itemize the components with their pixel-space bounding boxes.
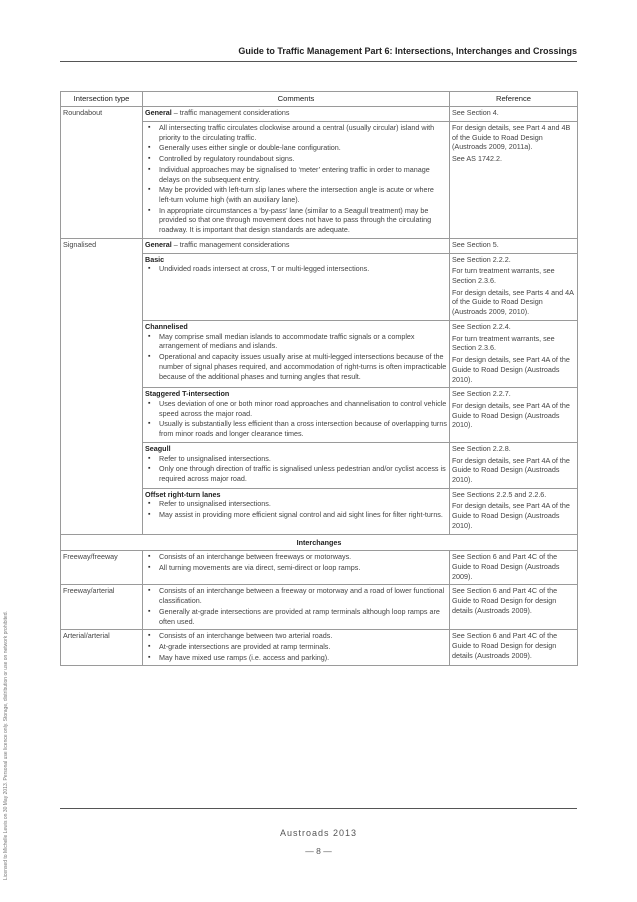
comments-cell [143, 585, 450, 630]
reference-text: For turn treatment warrants, see Section 2.3.6. [452, 333, 555, 353]
table-header-row [61, 92, 578, 107]
bullet-list [145, 399, 447, 439]
footer-rule [60, 808, 577, 809]
bullet-item: ▪ Undivided roads intersect at cross, T or multi-legged intersections. [145, 264, 447, 274]
comments-cell [143, 488, 450, 534]
reference-text: See Section 2.2.4. [452, 321, 511, 331]
column-header: Intersection type [61, 92, 143, 107]
bullet-list [145, 499, 447, 519]
bullet-item: ▪ All turning movements are via direct, semi-direct or loop ramps. [145, 563, 447, 573]
table-row [61, 585, 578, 630]
sub-type-title: General [145, 239, 172, 249]
comments-cell [143, 107, 450, 122]
bullet-item: ▪ May be provided with left-turn slip lanes where the intersection angle is acute or where left-turn volume high (with an auxiliary lane). [145, 185, 447, 204]
bullet-item: ▪ Refer to unsignalised intersections. [145, 499, 447, 509]
bullet-list [145, 264, 447, 274]
reference-text: See AS 1742.2. [452, 154, 502, 164]
reference-cell [450, 121, 578, 238]
section-heading: Interchanges [61, 534, 578, 551]
page-number: — 8 — [305, 846, 332, 856]
comments-cell [143, 442, 450, 488]
bullet-item: ▪ May assist in providing more efficient signal control and aid sight lines for filter right-turns. [145, 510, 447, 520]
bullet-item: ▪ Only one through direction of traffic is signalised unless pedestrian and/or cyclist access is required across major road. [145, 464, 447, 483]
sub-type-suffix: – traffic management considerations [171, 108, 290, 118]
bullet-item: ▪ Individual approaches may be signalised to ‘meter’ entering traffic in order to manage delays on the subsequent entry. [145, 165, 447, 184]
reference-cell [450, 253, 578, 320]
reference-text: See Section 6 and Part 4C of the Guide to Road Design (Austroads 2009). [452, 552, 560, 581]
reference-text: For turn treatment warrants, see Section 2.3.6. [452, 266, 555, 286]
bullet-item: ▪ All intersecting traffic circulates clockwise around a central (usually circular) island with priority to the circulating traffic. [145, 123, 447, 142]
reference-text: For design details, see Parts 4 and 4A of the Guide to Road Design (Austroads 2009, 2010). [452, 287, 574, 317]
bullet-item: ▪ May comprise small median islands to accommodate traffic signals or a complex arrangement of medians and islands. [145, 332, 447, 351]
bullet-item: ▪ Controlled by regulatory roundabout signs. [145, 154, 447, 164]
reference-text: See Section 4. [452, 108, 499, 118]
comments-cell [143, 630, 450, 666]
reference-text: For design details, see Part 4 and 4B of the Guide to Road Design (Austroads 2009, 2011a). [452, 122, 571, 152]
bullet-item: ▪ Consists of an interchange between two arterial roads. [145, 631, 447, 641]
bullet-item: ▪ Generally uses either single or double-lane configuration. [145, 143, 447, 153]
bullet-list [145, 552, 447, 572]
reference-text: See Section 6 and Part 4C of the Guide to Road Design for design details (Austroads 2009). [452, 631, 558, 660]
sub-type-title: General [145, 108, 172, 118]
intersection-type-cell: Signalised [61, 238, 143, 534]
bullet-item: ▪ Generally at-grade intersections are provided at ramp terminals although loop ramps are often used. [145, 607, 447, 626]
header-rule [60, 61, 577, 62]
footer-organisation: Austroads 2013 [279, 828, 358, 838]
bullet-list [145, 123, 447, 235]
sub-type-title: Basic [145, 254, 165, 264]
reference-text: For design details, see Part 4A of the Guide to Road Design (Austroads 2010). [452, 355, 570, 384]
column-header: Comments [143, 92, 450, 107]
comments-cell [143, 121, 450, 238]
sub-type-title: Offset right-turn lanes [145, 489, 221, 499]
intersection-types-table [60, 91, 578, 666]
sub-type-title: Staggered T-intersection [145, 389, 230, 399]
reference-cell [450, 442, 578, 488]
bullet-list [145, 454, 447, 484]
bullet-item: ▪ Usually is substantially less efficient than a cross intersection because of overlapping turns from minor roads and longer clearance times. [145, 419, 447, 438]
reference-cell [450, 388, 578, 443]
table-row [61, 107, 578, 122]
bullet-item: ▪ Consists of an interchange between a freeway or motorway and a road of lower functional classification. [145, 586, 447, 605]
sub-type-title: Channelised [145, 321, 188, 331]
intersection-type-cell: Freeway/freeway [61, 551, 143, 585]
reference-cell [450, 107, 578, 122]
reference-text: See Sections 2.2.5 and 2.2.6. [452, 489, 547, 499]
comments-cell [143, 253, 450, 320]
licence-note: Licensed to Michelle Lewis on 30 May 2013. Personal use licence only. Storage, distribution or use on network prohibited. [3, 611, 9, 880]
intersection-type-cell: Freeway/arterial [61, 585, 143, 630]
reference-cell [450, 238, 578, 253]
reference-cell [450, 551, 578, 585]
bullet-item: ▪ Refer to unsignalised intersections. [145, 454, 447, 464]
bullet-list [145, 332, 447, 382]
reference-text: See Section 2.2.7. [452, 389, 511, 399]
comments-cell [143, 320, 450, 387]
table-row [61, 238, 578, 253]
reference-cell [450, 585, 578, 630]
bullet-item: ▪ Consists of an interchange between freeways or motorways. [145, 552, 447, 562]
reference-text: See Section 5. [452, 239, 499, 249]
bullet-item: ▪ In appropriate circumstances a ‘by-pass’ lane (similar to a Seagull treatment) may be provided so that one through movement does not have to pass through the circulating roadway. It is important that design standards are adequate. [145, 206, 447, 235]
reference-text: See Section 2.2.2. [452, 254, 511, 264]
table-row [61, 551, 578, 585]
reference-text: See Section 2.2.8. [452, 443, 511, 453]
reference-cell [450, 320, 578, 387]
bullet-list [145, 586, 447, 626]
comments-cell [143, 551, 450, 585]
intersection-type-cell: Roundabout [61, 107, 143, 239]
reference-text: For design details, see Part 4A of the Guide to Road Design (Austroads 2010). [452, 501, 570, 530]
bullet-item: ▪ At-grade intersections are provided at ramp terminals. [145, 642, 447, 652]
running-header: Guide to Traffic Management Part 6: Intersections, Interchanges and Crossings [238, 46, 577, 56]
reference-text: For design details, see Part 4A of the Guide to Road Design (Austroads 2010). [452, 400, 570, 430]
bullet-list [145, 631, 447, 662]
interchanges-section-row [61, 534, 578, 551]
reference-cell [450, 630, 578, 666]
reference-text: For design details, see Part 4A of the Guide to Road Design (Austroads 2010). [452, 455, 570, 484]
bullet-item: ▪ Uses deviation of one or both minor road approaches and channelisation to control vehicle speed across the major road. [145, 399, 447, 418]
comments-cell [143, 388, 450, 443]
intersection-type-cell: Arterial/arterial [61, 630, 143, 666]
bullet-item: ▪ May have mixed use ramps (i.e. access and parking). [145, 653, 447, 663]
comments-cell [143, 238, 450, 253]
sub-type-title: Seagull [145, 443, 171, 453]
table-row [61, 630, 578, 666]
reference-text: See Section 6 and Part 4C of the Guide to Road Design for design details (Austroads 2009). [452, 586, 558, 615]
reference-cell [450, 488, 578, 534]
sub-type-suffix: – traffic management considerations [171, 239, 290, 249]
bullet-item: ▪ Operational and capacity issues usually arise at multi-legged intersections because of the number of signal phases required, and accommodation of right-turns is often impracticable because of the additional phases and turning angles that result. [145, 352, 447, 381]
column-header: Reference [450, 92, 578, 107]
